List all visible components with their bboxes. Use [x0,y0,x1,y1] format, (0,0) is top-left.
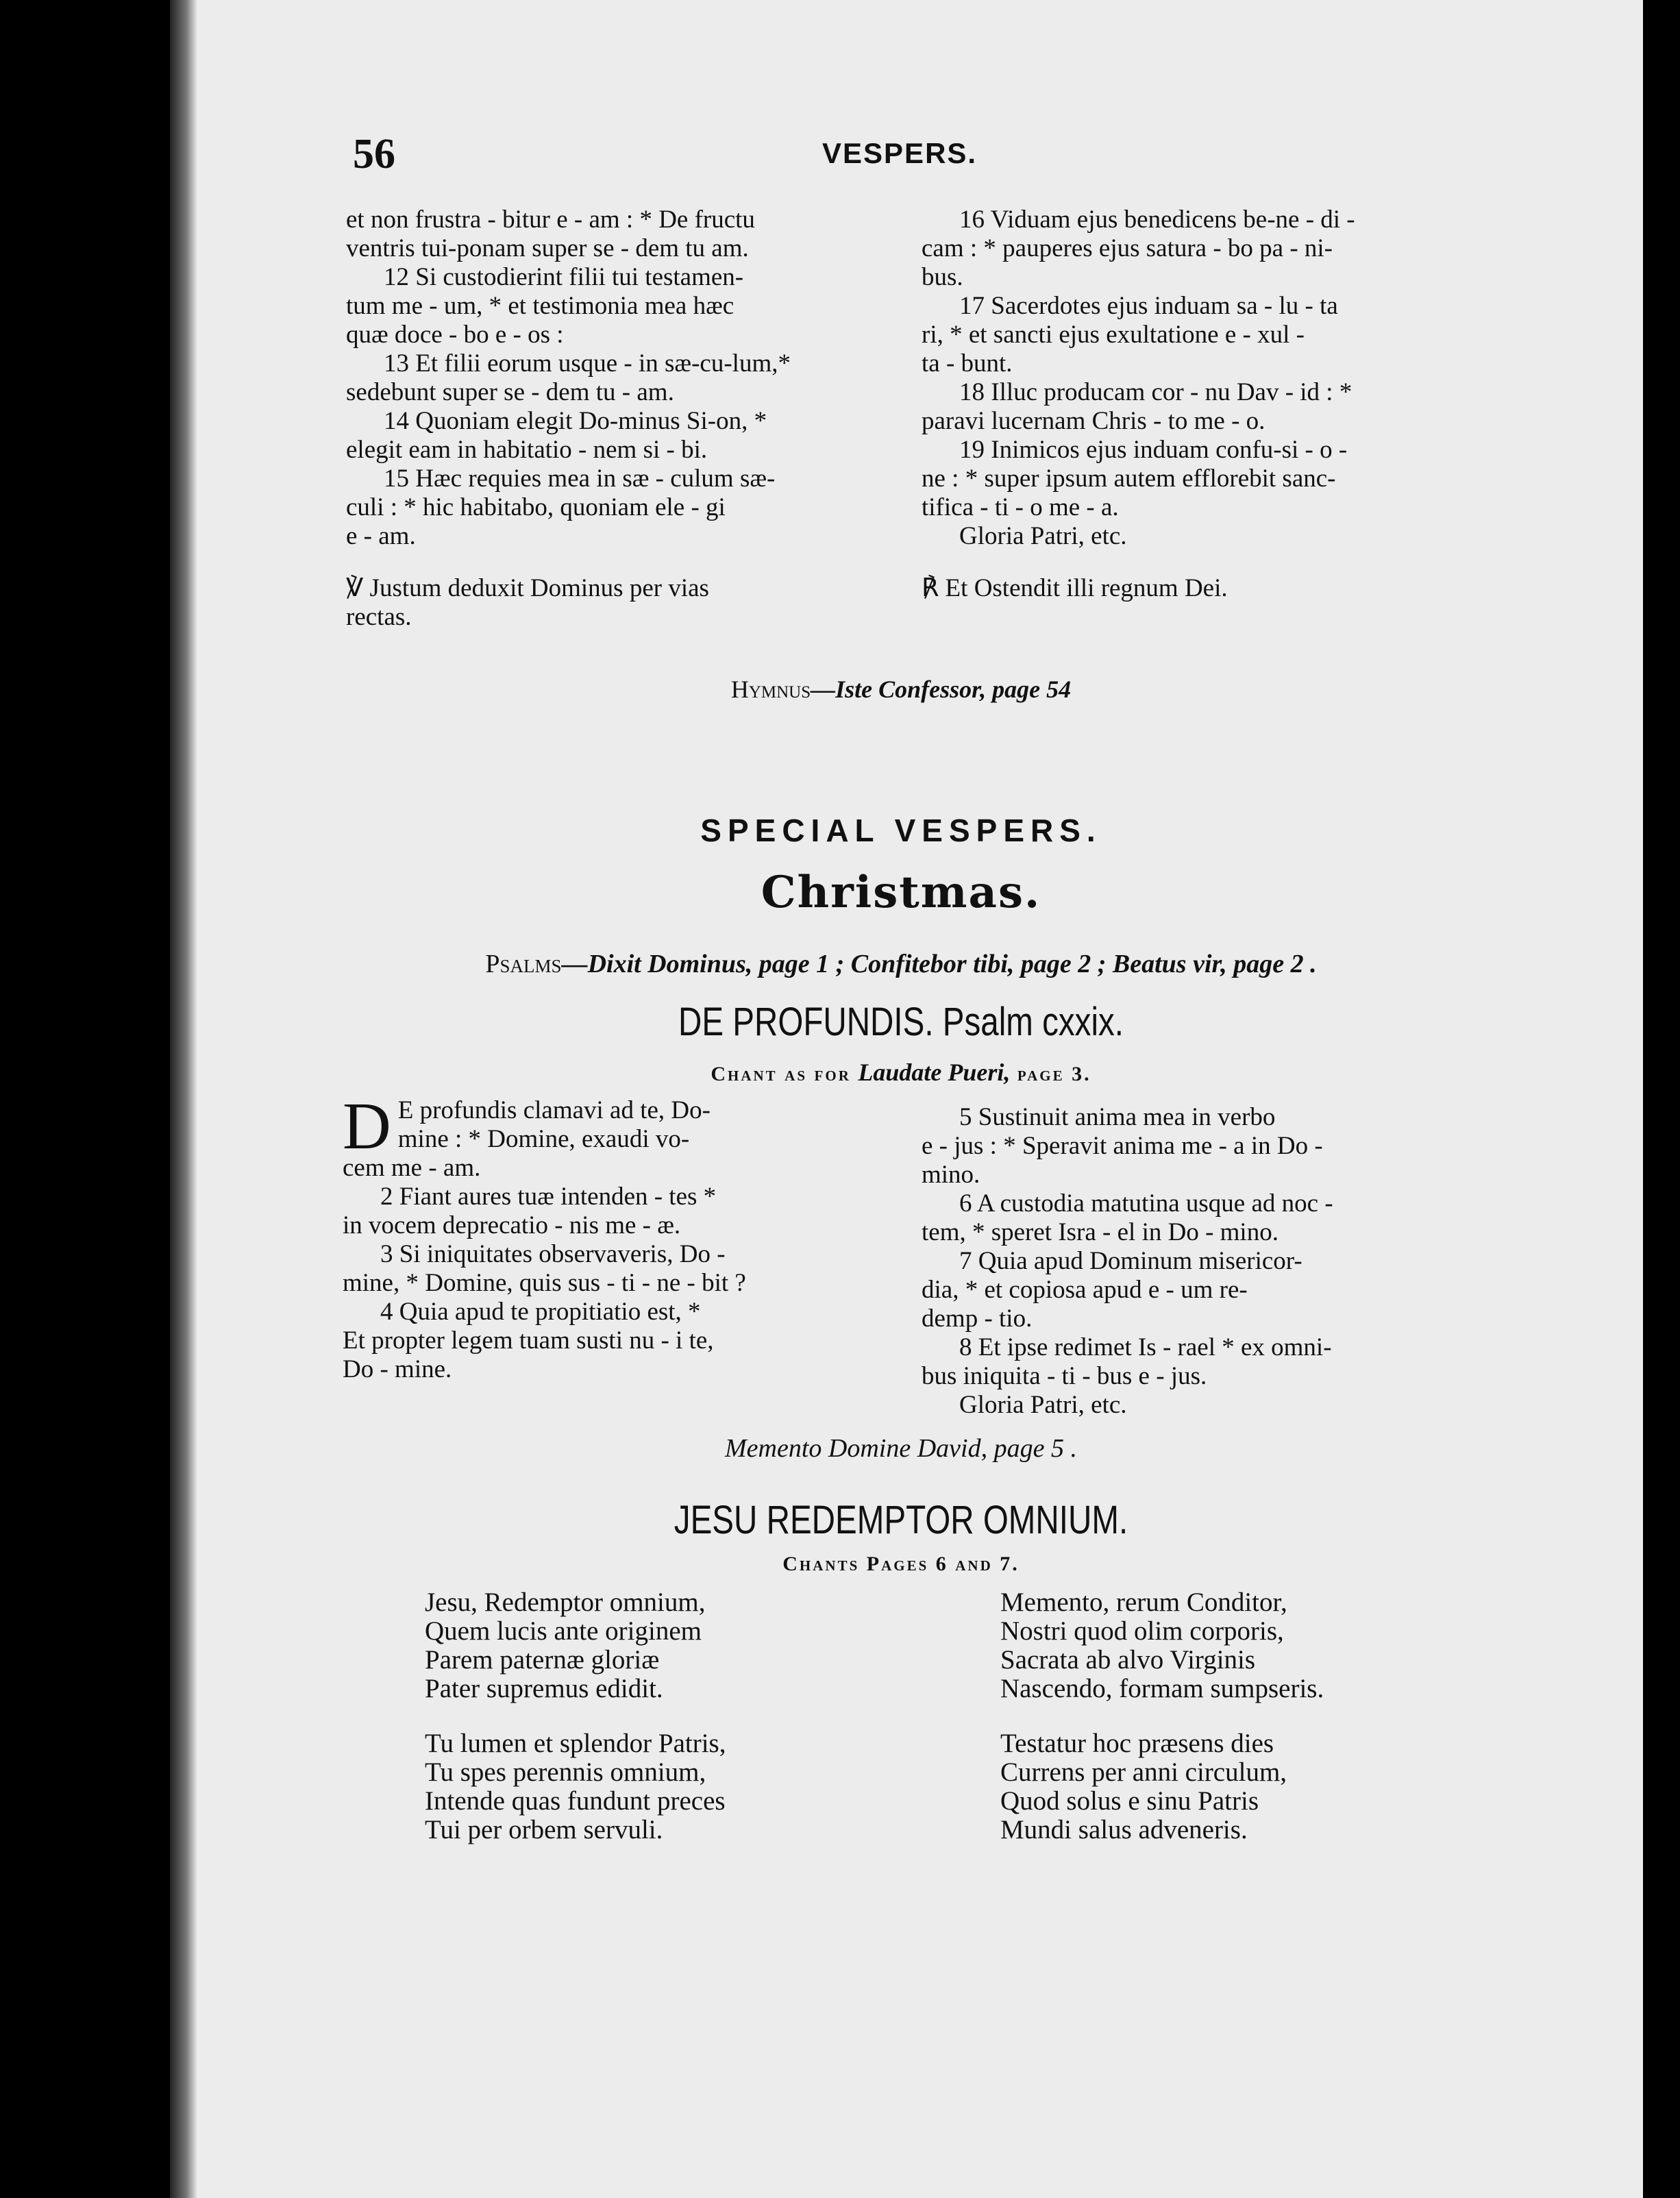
text-line: 19 Inimicos ejus induam confu-si - o - [959,436,1348,464]
text-line: ventris tui-ponam super se - dem tu am. [346,234,749,262]
text-line: rectas. [346,603,412,631]
text-line: tem, * speret Isra - el in Do - mino. [922,1218,1278,1246]
text-line: culi : * hic habitabo, quoniam ele - gi [346,493,726,521]
feast-title: Christmas. [761,867,1041,918]
text-line: paravi lucernam Chris - to me - o. [922,407,1265,435]
text-line: 13 Et filii eorum usque - in sæ-cu-lum,* [384,349,791,378]
hymn-line: Pater supremus edidit. [425,1674,663,1703]
text-line: cem me - am. [343,1154,481,1182]
text-line: tum me - um, * et testimonia mea hæc [346,292,734,320]
text-line: e - am. [346,522,416,550]
hymn-line: Jesu, Redemptor omnium, [425,1588,706,1617]
hymn-right-stanzas [1000,1588,1535,1844]
text-line: 3 Si iniquitates observaveris, Do - [380,1240,726,1268]
hymn-line: Sacrata ab alvo Virginis [1000,1645,1256,1675]
hymn-line: Nascendo, formam sumpseris. [1000,1674,1324,1703]
text-line: Gloria Patri, etc. [959,522,1127,550]
text-line: Gloria Patri, etc. [959,1391,1127,1419]
text-line: 16 Viduam ejus benedicens be-ne - di - [959,206,1355,234]
running-title: VESPERS. [822,137,978,169]
psalm-right-column [922,1103,1463,1420]
text-line: cam : * pauperes ejus satura - bo pa - ni- [922,234,1333,262]
hymn-line: Nostri quod olim corporis, [1000,1616,1284,1646]
top-right-verses [922,206,1463,551]
text-line: Do - mine. [343,1355,452,1383]
text-line: 2 Fiant aures tuæ intenden - tes * [380,1183,717,1211]
hymn-stanza [425,1729,959,1844]
hymn-line: Tu lumen et splendor Patris, [425,1729,726,1758]
text-line: 7 Quia apud Dominum misericor- [959,1247,1302,1275]
text-line: tifica - ti - o me - a. [922,493,1119,521]
text-line: sedebunt super se - dem tu - am. [346,378,674,406]
text-line: 17 Sacerdotes ejus induam sa - lu - ta [959,292,1338,320]
text-line: 6 A custodia matutina usque ad noc - [959,1189,1333,1218]
hymn-line: Tu spes perennis omnium, [425,1757,706,1787]
hymn-line: Testatur hoc præsens dies [1000,1729,1274,1758]
special-vespers-title: SPECIAL VESPERS. [700,813,1102,848]
psalm-left-verses [343,1154,877,1384]
memento-reference: Memento Domine David, page 5 . [725,1434,1077,1463]
text-line: bus. [922,263,963,291]
text-line: 12 Si custodierint filii tui testamen- [384,263,744,291]
text-line: ne : * super ipsum autem efflorebit sanc- [922,465,1336,493]
text-line: ri, * et sancti ejus exultatione e - xul - [922,321,1305,349]
psalm-line: mine : * Domine, exaudi vo- [397,1125,690,1153]
text-line: mino. [922,1161,980,1189]
top-left-column [346,206,880,632]
hymn-line: Currens per anni circulum, [1000,1757,1287,1787]
text-line: 8 Et ipse redimet Is - rael * ex omni- [959,1333,1332,1361]
text-line: demp - tio. [922,1305,1033,1333]
text-line: mine, * Domine, quis sus - ti - ne - bit ? [343,1269,746,1297]
psalms-reference: Psalms—Dixit Dominus, page 1 ; Confitebor tibi, page 2 ; Beatus vir, page 2 . [485,950,1317,978]
text-line: 15 Hæc requies mea in sæ - culum sæ- [384,465,776,493]
top-left-verses [346,206,880,551]
text-line: ℣ Justum deduxit Dominus per vias [346,574,709,602]
text-line: quæ doce - bo e - os : [346,321,564,349]
text-line: in vocem deprecatio - nis me - æ. [343,1211,681,1239]
text-line: 5 Sustinuit anima mea in verbo [959,1103,1276,1131]
page-number: 56 [353,131,395,177]
text-line: 4 Quia apud te propitiatio est, * [380,1298,701,1326]
hymn-line: Tui per orbem servuli. [425,1815,663,1844]
psalm-right-verses [922,1103,1463,1420]
text-line: bus iniquita - ti - bus e - jus. [922,1362,1207,1390]
psalm-line: E profundis clamavi ad te, Do- [397,1096,711,1124]
hymn-line: Quod solus e sinu Patris [1000,1786,1259,1816]
hymn-line: Quem lucis ante originem [425,1616,702,1646]
hymn-line: Intende quas fundunt preces [425,1786,726,1816]
response: ℟ Et Ostendit illi regnum Dei. [922,574,1228,602]
hymn-line: Memento, rerum Conditor, [1000,1588,1287,1617]
hymn-stanza [1000,1729,1535,1844]
drop-cap: D [343,1089,391,1163]
hymn-heading: JESU REDEMPTOR OMNIUM. [674,1498,1128,1542]
psalm-left-column [343,1089,877,1384]
text-line: 18 Illuc producam cor - nu Dav - id : * [959,378,1352,406]
hymn-left-stanzas [425,1588,959,1844]
page-gutter-shadow [170,0,197,2198]
text-line: ta - bunt. [922,349,1013,378]
text-line: e - jus : * Speravit anima me - a in Do - [922,1132,1323,1160]
chants-note: Chants Pages 6 and 7. [782,1553,1020,1575]
top-right-column [922,206,1463,603]
text-line: Et propter legem tuam susti nu - i te, [343,1326,714,1355]
hymn-line: Mundi salus adveneris. [1000,1815,1248,1844]
hymn-stanza [425,1588,959,1703]
text-line: elegit eam in habitatio - nem si - bi. [346,436,708,464]
psalm-heading: DE PROFUNDIS. Psalm cxxix. [678,1000,1124,1044]
hymn-reference: Hymnus—Iste Confessor, page 54 [730,676,1072,703]
hymn-stanza [1000,1588,1535,1703]
text-line: dia, * et copiosa apud e - um re- [922,1276,1248,1304]
hymn-line: Parem paternæ gloriæ [425,1645,660,1675]
text-line: 14 Quoniam elegit Do-minus Si-on, * [384,407,767,435]
versicle [346,574,880,632]
chant-note: Chant as for Laudate Pueri, page 3. [711,1059,1091,1086]
text-line: et non frustra - bitur e - am : * De fructu [346,206,755,234]
